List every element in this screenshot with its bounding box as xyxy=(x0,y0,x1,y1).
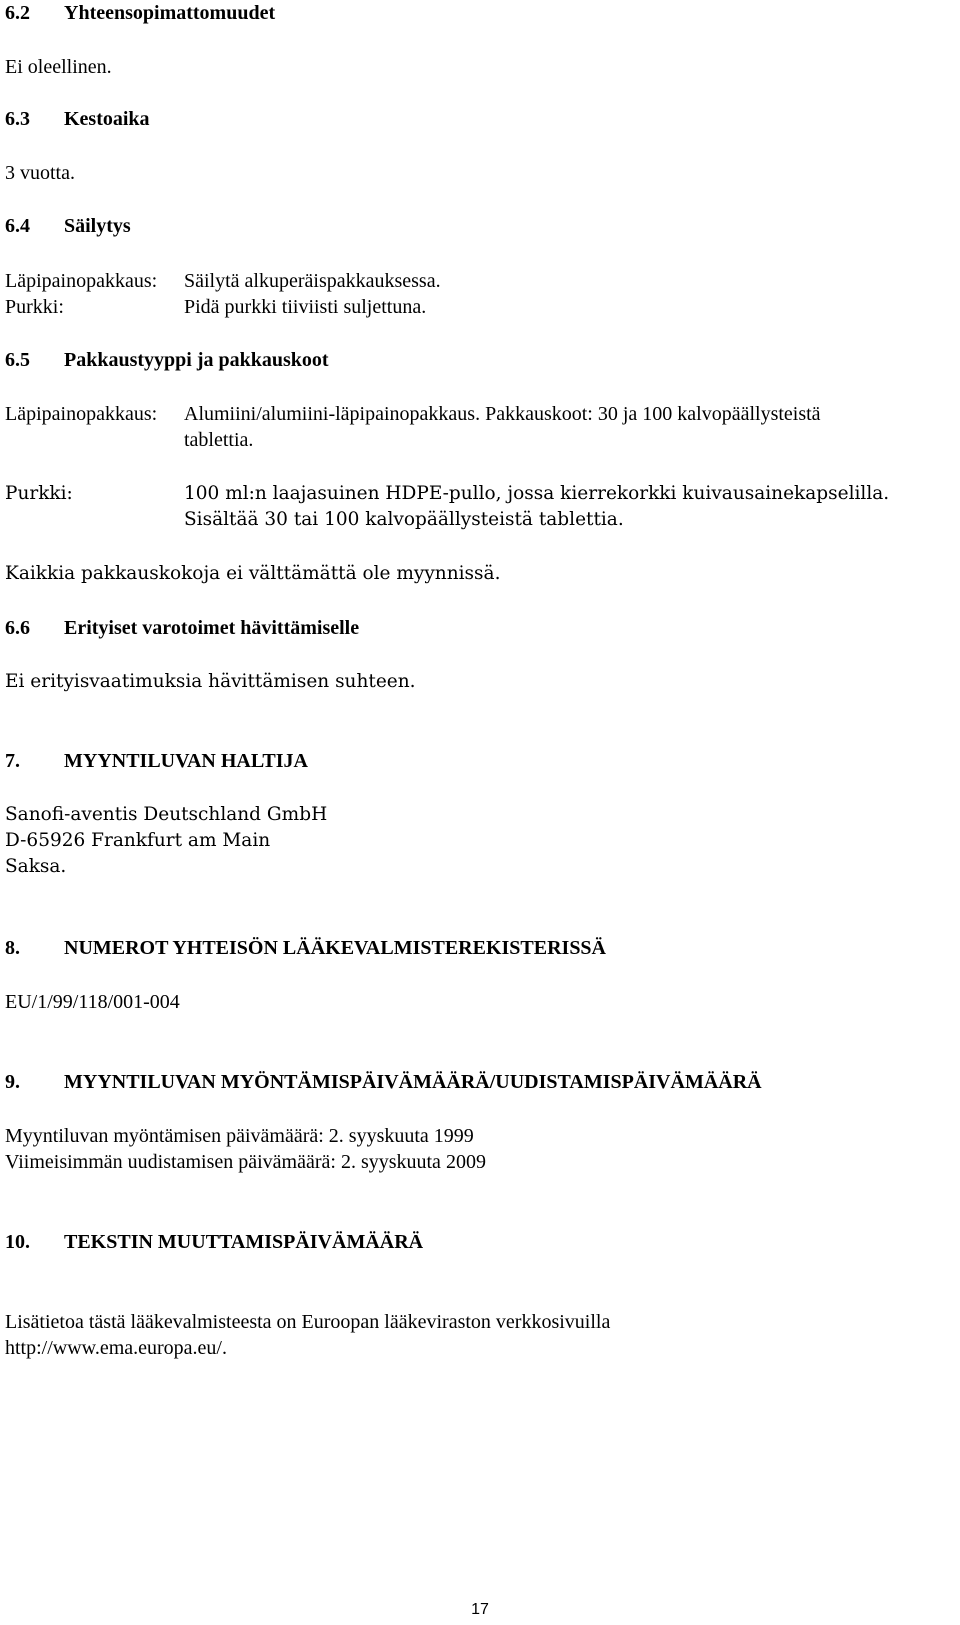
row-value-line: tablettia. xyxy=(184,429,254,451)
section-6-2-body: Ei oleellinen. xyxy=(5,56,112,78)
row-label: Purkki: xyxy=(5,483,73,504)
section-number: 8. xyxy=(5,937,20,959)
section-10-heading xyxy=(5,1229,955,1255)
row-value-line: Alumiini/alumiini-läpipainopakkaus. Pakkauskoot: 30 ja 100 kalvopäällysteistä xyxy=(184,403,821,425)
section-number: 10. xyxy=(5,1231,30,1253)
section-9-heading xyxy=(5,1069,955,1095)
package-note: Kaikkia pakkauskokoja ei välttämättä ole myynnissä. xyxy=(5,563,501,584)
package-row-jar xyxy=(5,481,955,533)
marketing-holder-address xyxy=(5,802,955,880)
section-6-3-body: 3 vuotta. xyxy=(5,162,75,184)
section-8-heading xyxy=(5,935,955,961)
section-number: 6.4 xyxy=(5,215,30,237)
address-line: Sanofi-aventis Deutschland GmbH xyxy=(5,804,328,825)
row-value-line: Sisältää 30 tai 100 kalvopäällysteistä tablettia. xyxy=(184,509,624,530)
section-number: 9. xyxy=(5,1071,20,1093)
storage-row-blister xyxy=(5,268,955,294)
storage-row-jar xyxy=(5,294,955,320)
address-line: Saksa. xyxy=(5,856,67,877)
section-number: 6.2 xyxy=(5,2,30,24)
renewal-date-line: Viimeisimmän uudistamisen päivämäärä: 2. syyskuuta 2009 xyxy=(5,1151,486,1173)
section-number: 6.6 xyxy=(5,617,30,639)
page-number: 17 xyxy=(471,1601,489,1618)
section-9-body xyxy=(5,1123,955,1175)
section-6-4-heading xyxy=(5,213,955,239)
section-title: Säilytys xyxy=(64,215,131,237)
section-title: Erityiset varotoimet hävittämiselle xyxy=(64,617,360,639)
section-title: TEKSTIN MUUTTAMISPÄIVÄMÄÄRÄ xyxy=(64,1231,424,1253)
section-title: MYYNTILUVAN HALTIJA xyxy=(64,750,308,772)
row-value-line: 100 ml:n laajasuinen HDPE-pullo, jossa kierrekorkki kuivausainekapselilla. xyxy=(184,483,890,504)
package-row-blister xyxy=(5,401,955,453)
row-label: Läpipainopakkaus: xyxy=(5,270,158,292)
section-title: NUMEROT YHTEISÖN LÄÄKEVALMISTEREKISTERISSÄ xyxy=(64,937,607,959)
section-6-3-heading xyxy=(5,106,955,132)
info-line: Lisätietoa tästä lääkevalmisteesta on Euroopan lääkeviraston verkkosivuilla xyxy=(5,1311,611,1333)
row-value: Säilytä alkuperäispakkauksessa. xyxy=(184,270,441,292)
section-6-5-heading xyxy=(5,347,955,373)
section-6-6-body: Ei erityisvaatimuksia hävittämisen suhteen. xyxy=(5,671,416,692)
address-line: D-65926 Frankfurt am Main xyxy=(5,830,271,851)
section-7-heading xyxy=(5,748,955,774)
row-value: Pidä purkki tiiviisti suljettuna. xyxy=(184,296,427,318)
section-6-6-heading xyxy=(5,615,955,641)
website-link[interactable]: http://www.ema.europa.eu/. xyxy=(5,1337,227,1359)
section-number: 6.5 xyxy=(5,349,30,371)
section-10-body xyxy=(5,1309,955,1361)
section-title: MYYNTILUVAN MYÖNTÄMISPÄIVÄMÄÄRÄ/UUDISTAMISPÄIVÄMÄÄRÄ xyxy=(64,1071,762,1093)
authorisation-date-line: Myyntiluvan myöntämisen päivämäärä: 2. syyskuuta 1999 xyxy=(5,1125,474,1147)
section-6-2-heading xyxy=(5,0,955,26)
section-title: Pakkaustyyppi ja pakkauskoot xyxy=(64,349,329,371)
row-label: Purkki: xyxy=(5,296,64,318)
section-number: 7. xyxy=(5,750,20,772)
section-8-body: EU/1/99/118/001-004 xyxy=(5,991,180,1013)
section-number: 6.3 xyxy=(5,108,30,130)
section-title: Kestoaika xyxy=(64,108,150,130)
section-title: Yhteensopimattomuudet xyxy=(64,2,276,24)
row-label: Läpipainopakkaus: xyxy=(5,403,158,425)
